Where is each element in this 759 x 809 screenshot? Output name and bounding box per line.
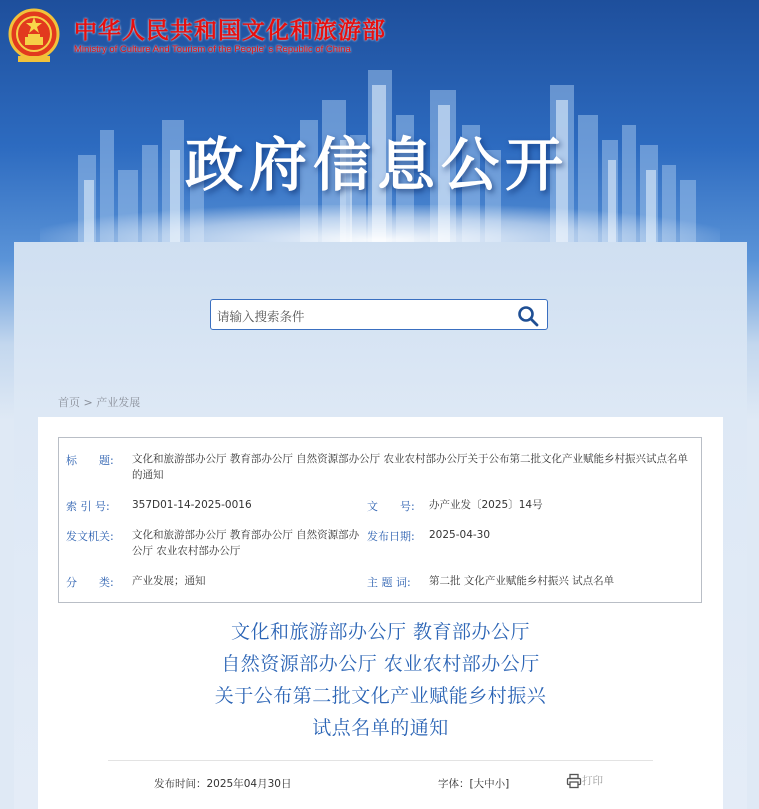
breadcrumb	[58, 394, 140, 410]
document-title-line-3: 关于公布第二批文化产业赋能乡村振兴	[214, 685, 547, 707]
meta-doc-no-value: 办产业发〔2025〕14号	[429, 499, 543, 511]
document-metadata-table	[58, 437, 702, 603]
ministry-name-cn: 中华人民共和国文化和旅游部	[74, 18, 386, 44]
meta-doc-no-label: 文 号:	[367, 500, 415, 513]
print-button[interactable]	[566, 773, 603, 789]
breadcrumb-current-link[interactable]: 产业发展	[96, 396, 141, 409]
meta-date-label: 发布日期:	[367, 530, 415, 543]
banner-title: 政府信息公开	[185, 131, 570, 199]
meta-keywords-value: 第二批 文化产业赋能乡村振兴 试点名单	[429, 575, 615, 587]
meta-index-label: 索 引 号:	[66, 500, 110, 513]
meta-title-value: 文化和旅游部办公厅 教育部办公厅 自然资源部办公厅 农业农村部办公厅关于公布第二批文化产业赋能乡村振兴试点名单的通知	[132, 453, 689, 481]
search-box	[210, 299, 548, 330]
national-emblem-icon	[8, 8, 60, 64]
search-input[interactable]	[215, 304, 509, 328]
document-title	[38, 616, 723, 744]
breadcrumb-home-link[interactable]: 首页	[58, 396, 80, 409]
document-title-line-2: 自然资源部办公厅 农业农村部办公厅	[221, 653, 540, 675]
meta-category-value: 产业发展；通知	[132, 575, 206, 587]
search-icon[interactable]	[517, 305, 539, 327]
breadcrumb-separator: >	[80, 396, 97, 409]
meta-keywords-label: 主 题 词:	[367, 576, 411, 589]
meta-category-label: 分 类:	[66, 576, 114, 589]
publish-date: 发布时间：2025年04月30日	[154, 778, 292, 790]
meta-date-value: 2025-04-30	[429, 529, 491, 541]
meta-title-label: 标 题:	[66, 454, 114, 467]
font-size-selector[interactable]: 字体：[大中小]	[438, 778, 510, 790]
meta-index-value: 357D01-14-2025-0016	[132, 499, 252, 511]
ministry-name-en: Ministry of Culture And Tourism of the People' s Republic of China	[74, 44, 351, 55]
meta-issuer-value: 文化和旅游部办公厅 教育部办公厅 自然资源部办公厅 农业农村部办公厅	[132, 529, 360, 557]
document-title-line-1: 文化和旅游部办公厅 教育部办公厅	[230, 621, 531, 643]
print-label: 打印	[582, 775, 603, 787]
title-divider	[108, 760, 653, 761]
printer-icon	[566, 773, 582, 789]
meta-issuer-label: 发文机关:	[66, 530, 114, 543]
document-title-line-4: 试点名单的通知	[312, 717, 449, 739]
